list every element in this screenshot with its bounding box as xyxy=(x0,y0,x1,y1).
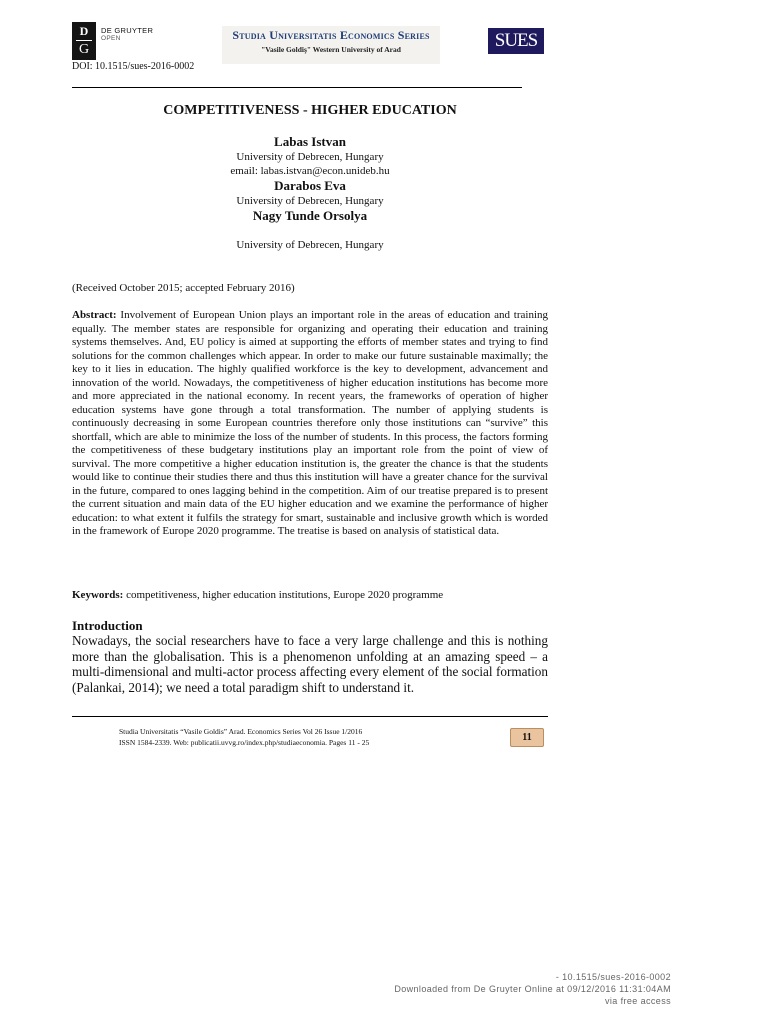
paper-title: COMPETITIVENESS - HIGHER EDUCATION xyxy=(163,103,457,118)
received-date: (Received October 2015; accepted February 2016) xyxy=(72,282,295,294)
section-paragraph: Nowadays, the social researchers have to face a very large challenge and this is nothing more than the globalisation. This is a phenomenon unfolding at an amazing speed – a multi-dimensional and multi-actor process affecting every element of the social formation (Palankai, 2014); we need a total paradigm shift to understand it. xyxy=(72,633,548,695)
author-name: Nagy Tunde Orsolya xyxy=(252,208,368,223)
journal-banner xyxy=(222,26,440,64)
download-watermark-date: Downloaded from De Gruyter Online at 09/12/2016 11:31:04AM xyxy=(394,984,671,994)
author-name: Darabos Eva xyxy=(274,178,346,193)
footer-divider xyxy=(72,716,548,717)
keywords-label: Keywords: xyxy=(72,589,124,601)
author-name: Labas Istvan xyxy=(274,134,346,149)
footer-citation: Studia Universitatis “Vasile Goldis” Arad. Economics Series Vol 26 Issue 1/2016 xyxy=(119,727,363,736)
author-email: email: labas.istvan@econ.unideb.hu xyxy=(230,165,390,177)
journal-logo: SUES xyxy=(488,28,544,54)
keywords-text: competitiveness, higher education institutions, Europe 2020 programme xyxy=(126,589,444,601)
download-watermark-doi: - 10.1515/sues-2016-0002 xyxy=(555,972,671,982)
publisher-name xyxy=(101,27,153,43)
publisher-name-line2: OPEN xyxy=(101,35,121,42)
keywords xyxy=(72,589,548,603)
doi: DOI: 10.1515/sues-2016-0002 xyxy=(72,61,195,72)
download-watermark-access: via free access xyxy=(604,996,671,1006)
logo-letter-d: D xyxy=(79,24,89,38)
publisher-logo xyxy=(72,22,96,60)
journal-series-title: Studia Universitatis Economics Series xyxy=(232,28,430,42)
logo-letter-g: G xyxy=(78,42,90,57)
abstract xyxy=(72,309,548,539)
author-affiliation: University of Debrecen, Hungary xyxy=(236,239,384,251)
page-number: 11 xyxy=(510,728,544,747)
footer-issn: ISSN 1584-2339. Web: publicatii.uvvg.ro/index.php/studiaeconomia. Pages 11 - 25 xyxy=(119,738,370,747)
abstract-label: Abstract: xyxy=(72,309,117,321)
author-affiliation: University of Debrecen, Hungary xyxy=(236,151,384,163)
publisher-name-line1: DE GRUYTER xyxy=(101,26,154,35)
author-affiliation: University of Debrecen, Hungary xyxy=(236,195,384,207)
abstract-text: Involvement of European Union plays an important role in the areas of education and training equally. The member states are responsible for organizing and operating their education and training systems themselves. And, EU policy is aimed at supporting the efforts of member states and trying to find solutions for the common challenges which appear. In order to make our future sustainable maximally; the key to it lies in education. The highly qualified workforce is the key to development, advancement and innovation of the world. Nowadays, the competitiveness of higher education institutions has become more and more appreciated in the national economy. In recent years, the frameworks of operation of higher education systems have gone through a total transformation. The number of applying students is continuously decreasing in some European countries therefore only those institutions can “survive” this shortfall, which are able to minimize the loss of the number of students. In this process, the factors forming the competitiveness of these budgetary institutions play an important role from the point of view of survival. The more competitive a higher education institution is, the greater the chance is that the students would like to continue their studies there and thus this institution will have a greater chance for the survival in the future, compared to ones lagging behind in the competition. Aim of our treatise prepared is to present the current situation and main data of the EU higher education and we examine the performance of higher education: to what extent it fulfils the strategy for smart, sustainable and inclusive growth which is worded in the framework of Europe 2020 programme. The treatise is based on analysis of statistical data. xyxy=(72,309,549,537)
section-heading: Introduction xyxy=(72,618,143,633)
logo-divider xyxy=(76,40,92,41)
journal-university: "Vasile Goldiş" Western University of Arad xyxy=(261,45,401,54)
header-divider xyxy=(72,87,522,88)
